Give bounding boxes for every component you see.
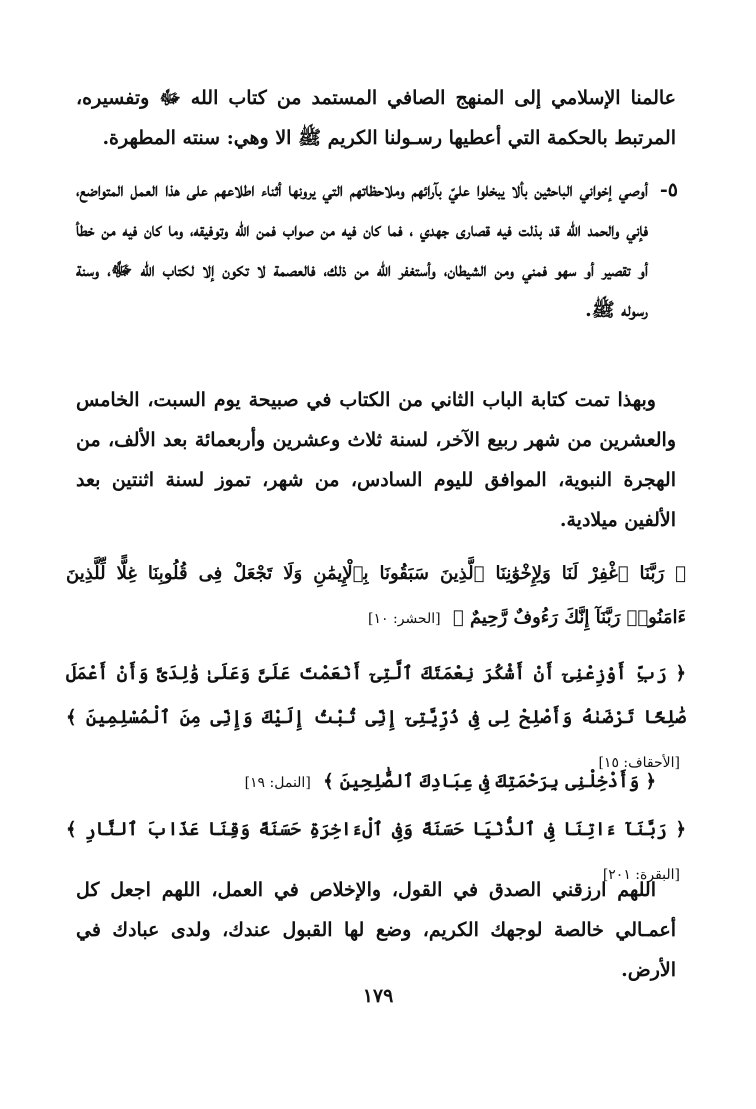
page-number: ١٧٩ [362,985,394,1007]
verse-text: ﴿ رَبِّ أَوْزِعْنِىٓ أَنْ أَشْكُرَ نِعْمَتَكَ ٱلَّتِىٓ أَنْعَمْتَ عَلَىَّ وَعَلَىٰ وَٰلِدَىَّ وَأَنْ أَعْمَلَ صَٰلِحًا تَرْضَىٰهُ وَأَصْلِحْ لِى فِى ذُرِّيَّتِىٓ إِنِّى تُبْتُ إِلَيْكَ وَإِنِّى مِنَ ٱلْمُسْلِمِينَ ﴾ [66,663,686,728]
verse-reference: [البقرة: ٢٠١] [602,867,680,883]
quran-verse-3 [36,760,656,805]
quran-verse-1 [66,552,686,641]
verse-reference: [الحشر: ١٠] [368,611,441,627]
verse-text: ﴿ رَبَّنَآ ءَاتِنَا فِى ٱلدُّنْيَا حَسَنَةً وَفِى ٱلْءَاخِرَةِ حَسَنَةً وَقِنَا عَذَابَ ٱلنَّارِ ﴾ [66,819,686,840]
verse-text: ﴿ رَبَّنَا ٱغْفِرْ لَنَا وَلِإِخْوَٰنِنَا ٱلَّذِينَ سَبَقُونَا بِٱلْإِيمَٰنِ وَلَا تَجْعَلْ فِى قُلُوبِنَا غِلًّا لِّلَّذِينَ ءَامَنُوا۟ رَبَّنَآ إِنَّكَ رَءُوفٌ رَّحِيمٌ ﴾ [66,563,686,628]
list-item-5 [76,170,676,330]
verse-reference: [الأحقاف: ١٥] [598,755,680,771]
verse-text: ﴿ وَأَدْخِلْنِى بِرَحْمَتِكَ فِى عِبَادِكَ ٱلصَّٰلِحِينَ ﴾ [323,771,656,792]
prayer-paragraph: اللهم ارزقني الصدق في القول، والإخلاص في العمل، اللهم اجعل كل أعمـالي خالصة لوجهك الكريم، وضع لها القبول عندك، ولدى عبادك في الأرض. [76,879,676,981]
list-item-text: أوصي إخواني الباحثين بألا يبخلوا عليّ بآرائهم وملاحظاتهم التي يرونها أثناء اطلاعهم على هذا العمل المتواضع، فإني والحمد الله قد بذلت فيه قصارى جهدي ، فما كان فيه من صواب فمن الله وتوفيقه، وما كان فيه من خطأ أو تقصير أو سهو فمني ومن الشيطان، وأستغفر الله من ذلك، فالعصمة لا تكون إلا لكتاب الله ﷻ، وسنة رسوله ﷺ. [76,179,648,321]
completion-paragraph: وبهذا تمت كتابة الباب الثاني من الكتاب في صبيحة يوم السبت، الخامس والعشرين من شهر ربيع الآخر، لسنة ثلاث وعشرين وأربعمائة بعد الألف، من الهجرة النبوية، الموافق لليوم السادس، من شهر، تموز لسنة اثنتين بعد الألفين ميلادية. [76,389,676,531]
intro-paragraph: عالمنا الإسلامي إلى المنهج الصافي المستمد من كتاب الله ﷻ وتفسيره، المرتبط بالحكمة التي أعطيها رسـولنا الكريم ﷺ الا وهي: سنته المطهرة. [76,87,676,149]
list-item-number: ٥- [659,179,678,201]
verse-reference: [النمل: ١٩] [244,775,311,791]
